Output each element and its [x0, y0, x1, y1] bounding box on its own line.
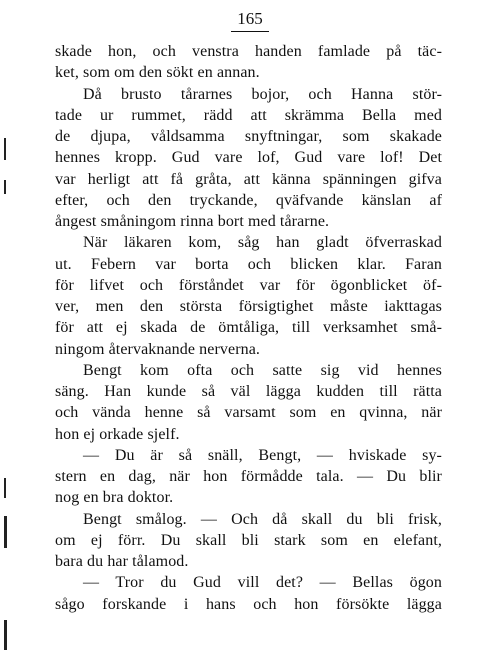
text-line: de djupa, våldsamma snyftningar, som skakade [55, 128, 442, 145]
margin-mark [4, 620, 7, 650]
page-number-text: 165 [231, 8, 269, 32]
text-line: — Du är så snäll, Bengt, — hviskade sy- [83, 446, 442, 464]
text-line: Bengt kom ofta och satte sig vid hennes [83, 361, 442, 379]
text-line: om ej förr. Du skall bli stark som en elefant, [55, 531, 442, 549]
text-line: När läkaren kom, såg han gladt öfverraskad [83, 234, 442, 252]
text-line: efter, och den tryckande, qväfvande känslan af [55, 191, 442, 209]
text-line: bara du har tålamod. [55, 553, 189, 570]
text-line: var herligt att få gråta, att känna spänningen gifva [55, 170, 442, 188]
margin-mark [4, 516, 7, 548]
text-line: ningom återvaknande nerverna. [55, 340, 261, 358]
text-line: hon ej orkade sjelf. [55, 425, 180, 443]
text-line: stern en dag, när hon förmådde tala. — Du blir [55, 468, 442, 485]
text-line: tade ur rummet, rädd att skrämma Bella med [55, 106, 442, 124]
text-line: ver, men den största försigtighet måste iakttagas [55, 298, 442, 315]
text-line: Då brusto tårarnes bojor, och Hanna stör- [83, 85, 442, 103]
margin-mark [4, 180, 6, 194]
text-line: nog en bra doktor. [55, 489, 174, 507]
text-line: ut. Febern var borta och blicken klar. Faran [55, 255, 442, 273]
text-line: sågo forskande i hans och hon försökte lägga [55, 595, 442, 613]
body-text [55, 41, 442, 615]
text-line: — Tror du Gud vill det? — Bellas ögon [83, 574, 442, 592]
text-line: ångest småningom rinna bort med tårarne. [55, 213, 330, 230]
text-line: och vända henne så varsamt som en qvinna, när [55, 404, 442, 422]
text-line: skade hon, och venstra handen famlade på täc- [55, 43, 442, 60]
text-line: för lifvet och förståndet var för ögonblicket öf- [55, 276, 442, 294]
margin-mark [4, 478, 6, 498]
text-line: ket, som om den sökt en annan. [55, 64, 260, 82]
text-line: Bengt smålog. — Och då skall du bli frisk, [83, 510, 442, 528]
margin-mark [4, 138, 6, 160]
text-line: för att ej skada de ömtåliga, till verksamhet små- [55, 319, 442, 337]
page-number [0, 8, 480, 32]
text-line: hennes kropp. Gud vare lof, Gud vare lof! Det [55, 149, 442, 167]
text-line: säng. Han kunde så väl lägga kudden till rätta [55, 383, 442, 400]
